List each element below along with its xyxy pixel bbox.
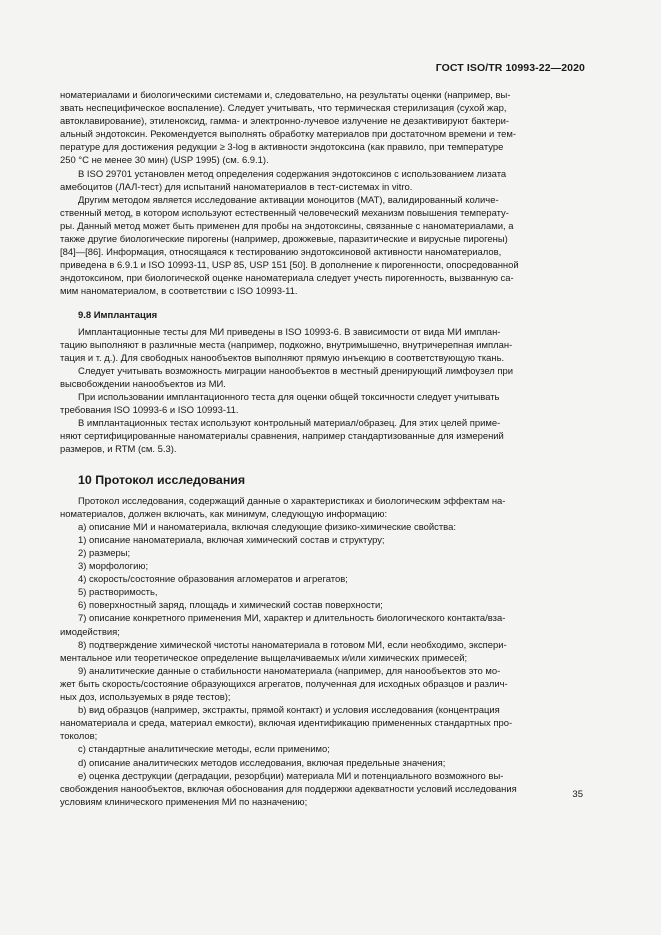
text-line: пературе для достижения редукции ≥ 3-log в активности эндотоксина (как правило, при температуре [60,142,504,154]
text-line: номатериалов, должен включать, как минимум, следующую информацию: [60,508,388,520]
list-item: a) описание МИ и наноматериала, включая следующие физико-химические свойства: [78,521,456,533]
paragraph-control-material [60,417,583,456]
text-line: Другим методом является исследование активации моноцитов (МАТ), валидированный количе- [78,194,499,206]
text-line: 250 °C не менее 30 мин) (USP 1995) (см. 6.9.1). [60,155,269,167]
text-line: автоклавирование), этиленоксид, гамма- и электронно-лучевое излучение не дезактивируют бактери- [60,116,510,128]
paragraph-lymph-migration [60,365,583,391]
list-item: 3) морфологию; [78,561,149,573]
list-item: e) оценка деструкции (деградации, резорбции) материала МИ и потенциального возможного вы- [78,770,504,782]
list-item: 6) поверхностный заряд, площадь и химический состав поверхности; [78,600,383,612]
paragraph-general-toxicity [60,391,583,417]
section-heading-10: 10 Протокол исследования [78,472,246,487]
text-line: тация и т. д.). Для свободных нанообъектов выполняют прямую инъекцию в соответствующую ткань. [60,352,505,364]
list-item: 5) растворимость, [78,587,158,599]
text-line: звать неспецифическое воспаление). Следует учитывать, что термическая стерилизация (сухой жар, [60,103,507,115]
page-number: 35 [572,789,583,800]
list-item-continuation: имодействия; [60,626,120,638]
text-line: альный эндотоксин. Рекомендуется выполнять обработку материалов при достаточном времени и тем- [60,129,517,141]
paragraph-implantation-tests [60,326,583,365]
list-item: 8) подтверждение химической чистоты наноматериала в готовом МИ, если необходимо, экспери- [78,639,507,651]
document-body [60,89,583,809]
text-line: высвобождении нанообъектов из МИ. [60,378,226,390]
list-item-continuation: наноматериала и среда, материал емкости), включая идентификацию примененных стандартных про- [60,718,513,730]
list-item-continuation: условиям клинического применения МИ по назначению; [60,796,308,808]
text-line: В имплантационных тестах используют контрольный материал/образец. Для этих целей приме- [78,418,501,430]
text-line: требования ISO 10993-6 и ISO 10993-11. [60,405,239,417]
list-item: 1) описание наноматериала, включая химический состав и структуру; [78,534,385,546]
list-item: d) описание аналитических методов исследования, включая предельные значения; [78,757,446,769]
section-heading-9-8: 9.8 Имплантация [78,309,158,321]
paragraph-mat-method [60,194,583,299]
paragraph-protocol-intro [60,495,583,521]
document-header: ГОСТ ISO/TR 10993-22—2020 [435,62,585,74]
text-line: мим наноматериалом, в соответствии с ISO 10993-11. [60,286,298,298]
text-line: ры. Данный метод может быть применен для пробы на эндотоксины, связанные с наноматериалами, а [60,220,514,232]
list-item: c) стандартные аналитические методы, если применимо; [78,744,330,756]
text-line: ственный метод, в котором используют естественный человеческий механизм повышения температу- [60,207,509,219]
list-item: 7) описание конкретного применения МИ, характер и длительность биологического контакта/вза- [78,613,506,625]
text-line: Имплантационные тесты для МИ приведены в ISO 10993-6. В зависимости от вида МИ имплан- [78,326,501,338]
paragraph-endotoxin-sterilization [60,89,583,168]
text-line: эндотоксином, при биологической оценке наноматериала следует учесть пирогенность, вызванную са- [60,273,514,285]
text-line: [84]—[86]. Информация, относящаяся к тестированию эндотоксиновой активности наноматериалов, [60,247,502,259]
text-line: номатериалами и биологическими системами и, следовательно, на результаты оценки (например, вы- [60,90,511,101]
text-line: Следует учитывать возможность миграции нанообъектов в местный дренирующий лимфоузел при [78,365,514,377]
text-line: также другие биологические пирогены (например, дрожжевые, паразитические и вирусные пирогены) [60,234,508,246]
list-item-continuation: жет быть скорость/состояние образующихся агрегатов, полученная для исходных образцов и различ- [60,678,508,690]
text-line: Протокол исследования, содержащий данные о характеристиках и биологическим эффектам на- [78,495,506,507]
list-item: 9) аналитические данные о стабильности наноматериала (например, для нанообъектов это мо- [78,665,501,677]
text-line: размеров, и RTM (см. 5.3). [60,444,177,456]
protocol-requirements-list [60,521,583,809]
paragraph-lal-test [60,168,583,194]
text-line: приведена в 6.9.1 и ISO 10993-11, USP 85, USP 151 [50]. В дополнение к пирогенности, опосредованной [60,260,519,272]
text-line: амебоцитов (ЛАЛ-тест) для испытаний наноматериалов в тест-системах in vitro. [60,181,413,193]
list-item: 4) скорость/состояние образования агломератов и агрегатов; [78,574,348,586]
list-item-continuation: свобождения нанообъектов, включая обоснования для поддержки адекватности условий исследования [60,783,517,795]
list-item: b) вид образцов (например, экстракты, прямой контакт) и условия исследования (концентрация [78,705,500,717]
list-item-continuation: токолов; [60,731,98,743]
text-line: В ISO 29701 установлен метод определения содержания эндотоксинов с использованием лизата [78,168,507,180]
text-line: тацию выполняют в различные места (например, подкожно, внутримышечно, внутричерепная имплан- [60,339,513,351]
text-line: няют сертифицированные наноматериалы сравнения, например стандартизованные для измерений [60,431,504,443]
list-item-continuation: ных доз, используемых в ряде тестов); [60,692,231,704]
text-line: При использовании имплантационного теста для оценки общей токсичности следует учитывать [78,392,500,404]
list-item: 2) размеры; [78,548,131,559]
list-item-continuation: ментальное или теоретическое определение выщелачиваемых и/или химических примесей; [60,652,468,664]
